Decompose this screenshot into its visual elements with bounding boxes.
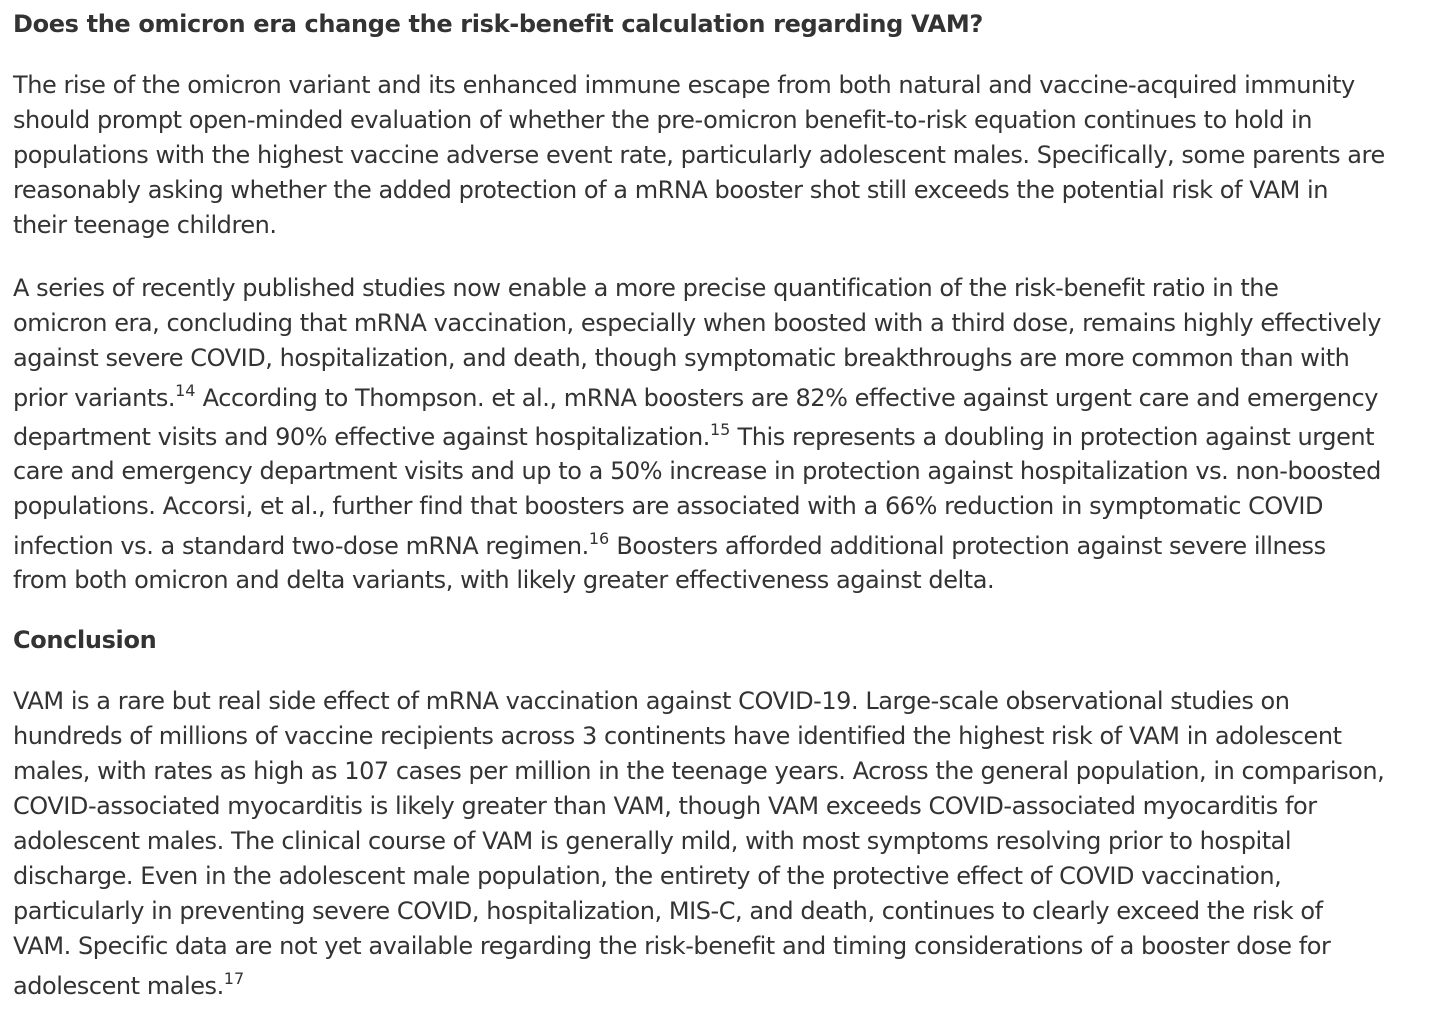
text-segment: This represents a doubling in protection against urgent [730, 423, 1375, 451]
section-heading-omicron: Does the omicron era change the risk-benefit calculation regarding VAM? [13, 10, 983, 38]
text-line: The rise of the omicron variant and its enhanced immune escape from both natural and vaccine-acquired immunity [13, 71, 1355, 99]
text-line: from both omicron and delta variants, with likely greater effectiveness against delta. [13, 566, 995, 594]
text-line: omicron era, concluding that mRNA vaccination, especially when boosted with a third dose, remains highly effectively [13, 309, 1381, 337]
text-segment: prior variants. [13, 384, 176, 412]
paragraph-recent-studies [13, 271, 1443, 598]
text-line: VAM. Specific data are not yet available regarding the risk-benefit and timing considerations of a booster dose for [13, 932, 1331, 960]
text-line: populations. Accorsi, et al., further find that boosters are associated with a 66% reduction in symptomatic COVID [13, 492, 1324, 520]
text-line: discharge. Even in the adolescent male population, the entirety of the protective effect of COVID vaccination, [13, 862, 1282, 890]
text-line: particularly in preventing severe COVID, hospitalization, MIS-C, and death, continues to clearly exceed the risk of [13, 897, 1323, 925]
text-line [13, 964, 1443, 1003]
text-line: VAM is a rare but real side effect of mRNA vaccination against COVID-19. Large-scale observational studies on [13, 687, 1290, 715]
text-line: COVID-associated myocarditis is likely greater than VAM, though VAM exceeds COVID-associated myocarditis for [13, 792, 1317, 820]
paragraph-omicron-rise [13, 68, 1443, 243]
text-line: adolescent males. The clinical course of VAM is generally mild, with most symptoms resolving prior to hospital [13, 827, 1292, 855]
text-line: A series of recently published studies now enable a more precise quantification of the risk-benefit ratio in the [13, 274, 1279, 302]
text-segment: Boosters afforded additional protection against severe illness [609, 532, 1326, 560]
text-line: care and emergency department visits and up to a 50% increase in protection against hospitalization vs. non-boosted [13, 457, 1381, 485]
text-line: should prompt open-minded evaluation of whether the pre-omicron benefit-to-risk equation continues to hold in [13, 106, 1313, 134]
text-segment: adolescent males. [13, 972, 224, 1000]
text-line: their teenage children. [13, 211, 277, 239]
text-line: against severe COVID, hospitalization, and death, though symptomatic breakthroughs are more common than with [13, 344, 1350, 372]
citation-17[interactable]: 17 [223, 969, 245, 988]
section-heading-conclusion: Conclusion [13, 626, 157, 654]
text-line: populations with the highest vaccine adverse event rate, particularly adolescent males. Specifically, some parents are [13, 141, 1385, 169]
citation-15[interactable]: 15 [710, 420, 731, 439]
text-segment: According to Thompson. et al., mRNA boosters are 82% effective against urgent care and emergency [195, 384, 1378, 412]
text-line: reasonably asking whether the added protection of a mRNA booster shot still exceeds the potential risk of VAM in [13, 176, 1329, 204]
citation-14[interactable]: 14 [175, 381, 196, 400]
citation-16[interactable]: 16 [588, 529, 610, 548]
text-segment: department visits and 90% effective against hospitalization. [13, 423, 710, 451]
paragraph-conclusion [13, 684, 1443, 1003]
text-line [13, 524, 1443, 563]
text-segment: infection vs. a standard two-dose mRNA regimen. [13, 532, 589, 560]
text-line [13, 376, 1443, 415]
text-line: males, with rates as high as 107 cases per million in the teenage years. Across the general population, in comparison, [13, 757, 1385, 785]
text-line [13, 415, 1443, 454]
text-line: hundreds of millions of vaccine recipients across 3 continents have identified the highest risk of VAM in adolescent [13, 722, 1342, 750]
